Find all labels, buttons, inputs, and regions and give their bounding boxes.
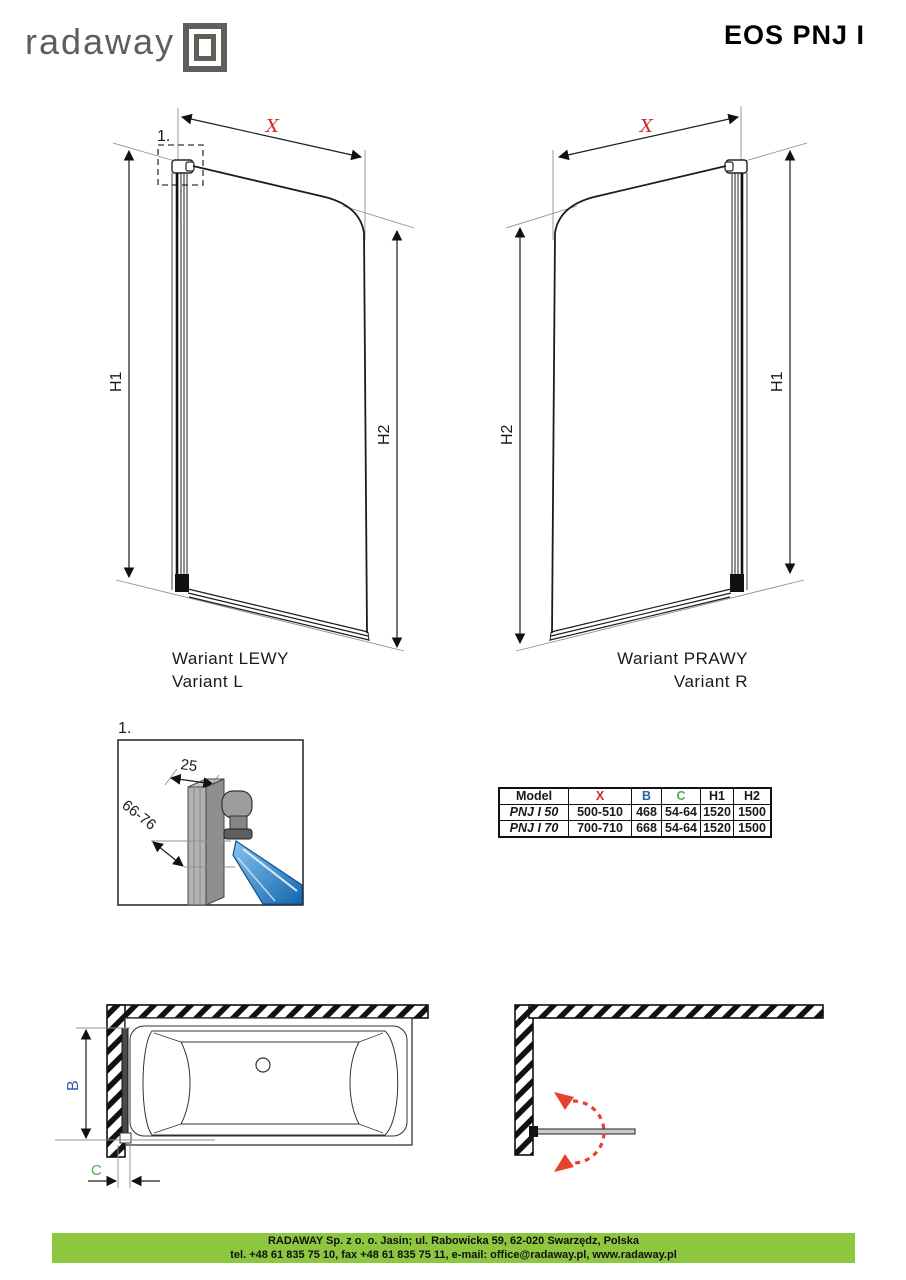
cell-model: PNJ I 50: [499, 805, 569, 821]
glass-panel-outline: [550, 166, 731, 641]
cell-c: 54-64: [662, 821, 701, 838]
cell-c: 54-64: [662, 805, 701, 821]
spec-table: [498, 787, 772, 838]
left-variant-drawing: [80, 100, 440, 700]
col-header-model: Model: [499, 788, 569, 805]
glass-panel: [531, 1129, 635, 1134]
glass-section: [233, 841, 302, 904]
cell-x: 700-710: [569, 821, 632, 838]
door-swing-view: [505, 995, 845, 1195]
footer-contact: tel. +48 61 835 75 10, fax +48 61 835 75 11, e-mail: office@radaway.pl, www.radaway.pl: [230, 1249, 677, 1261]
cell-b: 468: [632, 805, 662, 821]
right-variant-drawing: [480, 100, 840, 700]
wall-profile: [172, 160, 194, 592]
wall-profile: [725, 160, 747, 592]
wall-top: [529, 1005, 823, 1018]
dim-label-x: X: [640, 116, 653, 137]
col-header-h2: H2: [734, 788, 772, 805]
dim-label-25: 25: [179, 756, 199, 776]
wall-top: [108, 1005, 428, 1018]
dim-label-h2: H2: [499, 424, 516, 445]
detail-drawing: [85, 715, 315, 915]
cell-h2: 1500: [734, 805, 772, 821]
table-row: [499, 821, 771, 838]
caption-variant-left-en: Variant L: [172, 672, 244, 691]
dim-line-66-76: [153, 842, 183, 866]
bottom-bracket: [730, 574, 744, 592]
cell-b: 668: [632, 821, 662, 838]
cell-x: 500-510: [569, 805, 632, 821]
detail-ref-label: 1.: [118, 720, 132, 737]
col-header-b: B: [632, 788, 662, 805]
screen-panel: [122, 1028, 128, 1133]
footer-address: RADAWAY Sp. z o. o. Jasin; ul. Rabowicka 59, 62-020 Swarzędz, Polska: [267, 1235, 640, 1247]
cell-h2: 1500: [734, 821, 772, 838]
footer-bar: [52, 1233, 855, 1263]
detail-ref-label: 1.: [157, 128, 171, 145]
caption-variant-right-en: Variant R: [673, 672, 748, 691]
caption-variant-right-pl: Wariant PRAWY: [617, 649, 748, 668]
bathtub-top-view: [50, 995, 440, 1210]
glass-panel-outline: [188, 166, 369, 641]
logo-wordmark: radaway: [25, 21, 176, 62]
screen-foot: [120, 1133, 131, 1143]
profile-section: [188, 779, 224, 905]
dim-label-h1: H1: [108, 371, 125, 392]
dim-label-x: X: [266, 116, 279, 137]
col-header-x: X: [569, 788, 632, 805]
col-header-c: C: [662, 788, 701, 805]
logo-square-icon: [183, 23, 227, 72]
radaway-logo: [25, 14, 227, 72]
cell-h1: 1520: [701, 821, 734, 838]
dim-label-c: C: [91, 1162, 102, 1179]
dim-label-h2: H2: [376, 424, 393, 445]
page-title: EOS PNJ I: [723, 20, 865, 50]
hinge-section: [222, 791, 252, 839]
cell-model: PNJ I 70: [499, 821, 569, 838]
table-header-row: [499, 788, 771, 805]
caption-variant-left-pl: Wariant LEWY: [172, 649, 289, 668]
drain: [256, 1058, 270, 1072]
table-row: [499, 805, 771, 821]
dim-label-h1: H1: [769, 371, 786, 392]
bathtub-outline: [125, 1018, 412, 1145]
bottom-bracket: [175, 574, 189, 592]
dim-label-b: B: [65, 1080, 82, 1091]
col-header-h1: H1: [701, 788, 734, 805]
dim-label-66-76: 66-76: [118, 796, 160, 834]
hinge-block: [529, 1126, 538, 1137]
cell-h1: 1520: [701, 805, 734, 821]
